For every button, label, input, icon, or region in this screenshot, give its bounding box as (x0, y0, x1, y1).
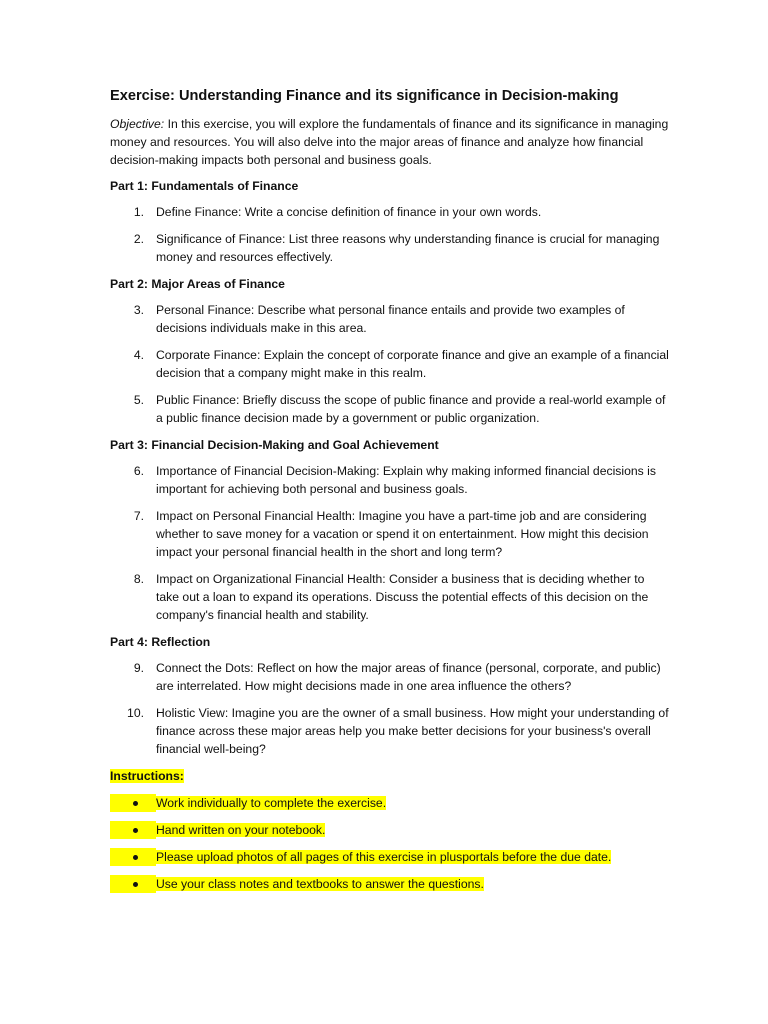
item-number: 1. (133, 205, 144, 219)
instruction-bullet (110, 875, 670, 893)
part-3-heading: Part 3: Financial Decision-Making and Goal Achievement (110, 438, 439, 452)
list-item (110, 659, 670, 695)
item-text: Holistic View: Imagine you are the owner of a small business. How might your understanding of finance across these major areas help you make better decisions for your business's overall financial well-being? (156, 706, 669, 756)
objective-paragraph (110, 115, 670, 169)
list-item (110, 230, 670, 266)
instruction-bullet (110, 794, 670, 812)
list-item (110, 346, 670, 382)
item-text: Impact on Organizational Financial Health: Consider a business that is deciding whether to take out a loan to expand its operations. Discuss the potential effects of this decision on the company's financial health and stability. (156, 572, 649, 622)
list-item (110, 507, 670, 561)
item-number: 9. (133, 661, 144, 675)
item-number: 2. (133, 232, 144, 246)
bullet-dot-icon (110, 794, 156, 812)
objective-label: Objective: (110, 117, 165, 131)
instruction-bullet (110, 821, 670, 839)
instruction-text: Hand written on your notebook. (156, 823, 326, 837)
item-text: Impact on Personal Financial Health: Imagine you have a part-time job and are considering whether to save money for a vacation or spend it on entertainment. How might this decision impact your personal financial health in the short and long term? (156, 509, 649, 559)
item-number: 10. (127, 706, 144, 720)
item-number: 8. (133, 572, 144, 586)
list-item (110, 570, 670, 624)
item-number: 5. (133, 393, 144, 407)
list-item (110, 462, 670, 498)
document-page (110, 86, 670, 902)
document-title: Exercise: Understanding Finance and its significance in Decision-making (110, 88, 619, 104)
list-item (110, 203, 670, 221)
item-number: 4. (133, 348, 144, 362)
item-number: 3. (133, 303, 144, 317)
instructions-heading (110, 767, 670, 785)
item-text: Personal Finance: Describe what personal finance entails and provide two examples of decisions individuals make in this area. (156, 303, 625, 335)
item-text: Define Finance: Write a concise definition of finance in your own words. (156, 205, 542, 219)
part-1-heading: Part 1: Fundamentals of Finance (110, 179, 299, 193)
bullet-dot-icon (110, 848, 156, 866)
part-2-heading: Part 2: Major Areas of Finance (110, 277, 285, 291)
list-item (110, 391, 670, 427)
item-text: Importance of Financial Decision-Making: Explain why making informed financial decisions is important for achieving both personal and business goals. (156, 464, 656, 496)
item-number: 6. (133, 464, 144, 478)
list-item (110, 301, 670, 337)
item-text: Public Finance: Briefly discuss the scope of public finance and provide a real-world example of a public finance decision made by a government or public organization. (156, 393, 666, 425)
instructions-heading-text: Instructions: (110, 769, 184, 783)
instruction-text: Please upload photos of all pages of this exercise in plusportals before the due date. (156, 850, 612, 864)
instruction-text: Work individually to complete the exercise. (156, 796, 387, 810)
list-item (110, 704, 670, 758)
bullet-dot-icon (110, 875, 156, 893)
item-text: Corporate Finance: Explain the concept of corporate finance and give an example of a financial decision that a company might make in this realm. (156, 348, 669, 380)
item-number: 7. (133, 509, 144, 523)
instruction-bullet (110, 848, 670, 866)
part-4-heading: Part 4: Reflection (110, 635, 211, 649)
objective-text: In this exercise, you will explore the fundamentals of finance and its significance in managing money and resources. You will also delve into the major areas of finance and analyze how financial decision-making impacts both personal and business goals. (110, 117, 669, 167)
item-text: Connect the Dots: Reflect on how the major areas of finance (personal, corporate, and public) are interrelated. How might decisions made in one area influence the others? (156, 661, 661, 693)
item-text: Significance of Finance: List three reasons why understanding finance is crucial for managing money and resources effectively. (156, 232, 660, 264)
bullet-dot-icon (110, 821, 156, 839)
instruction-text: Use your class notes and textbooks to answer the questions. (156, 877, 484, 891)
